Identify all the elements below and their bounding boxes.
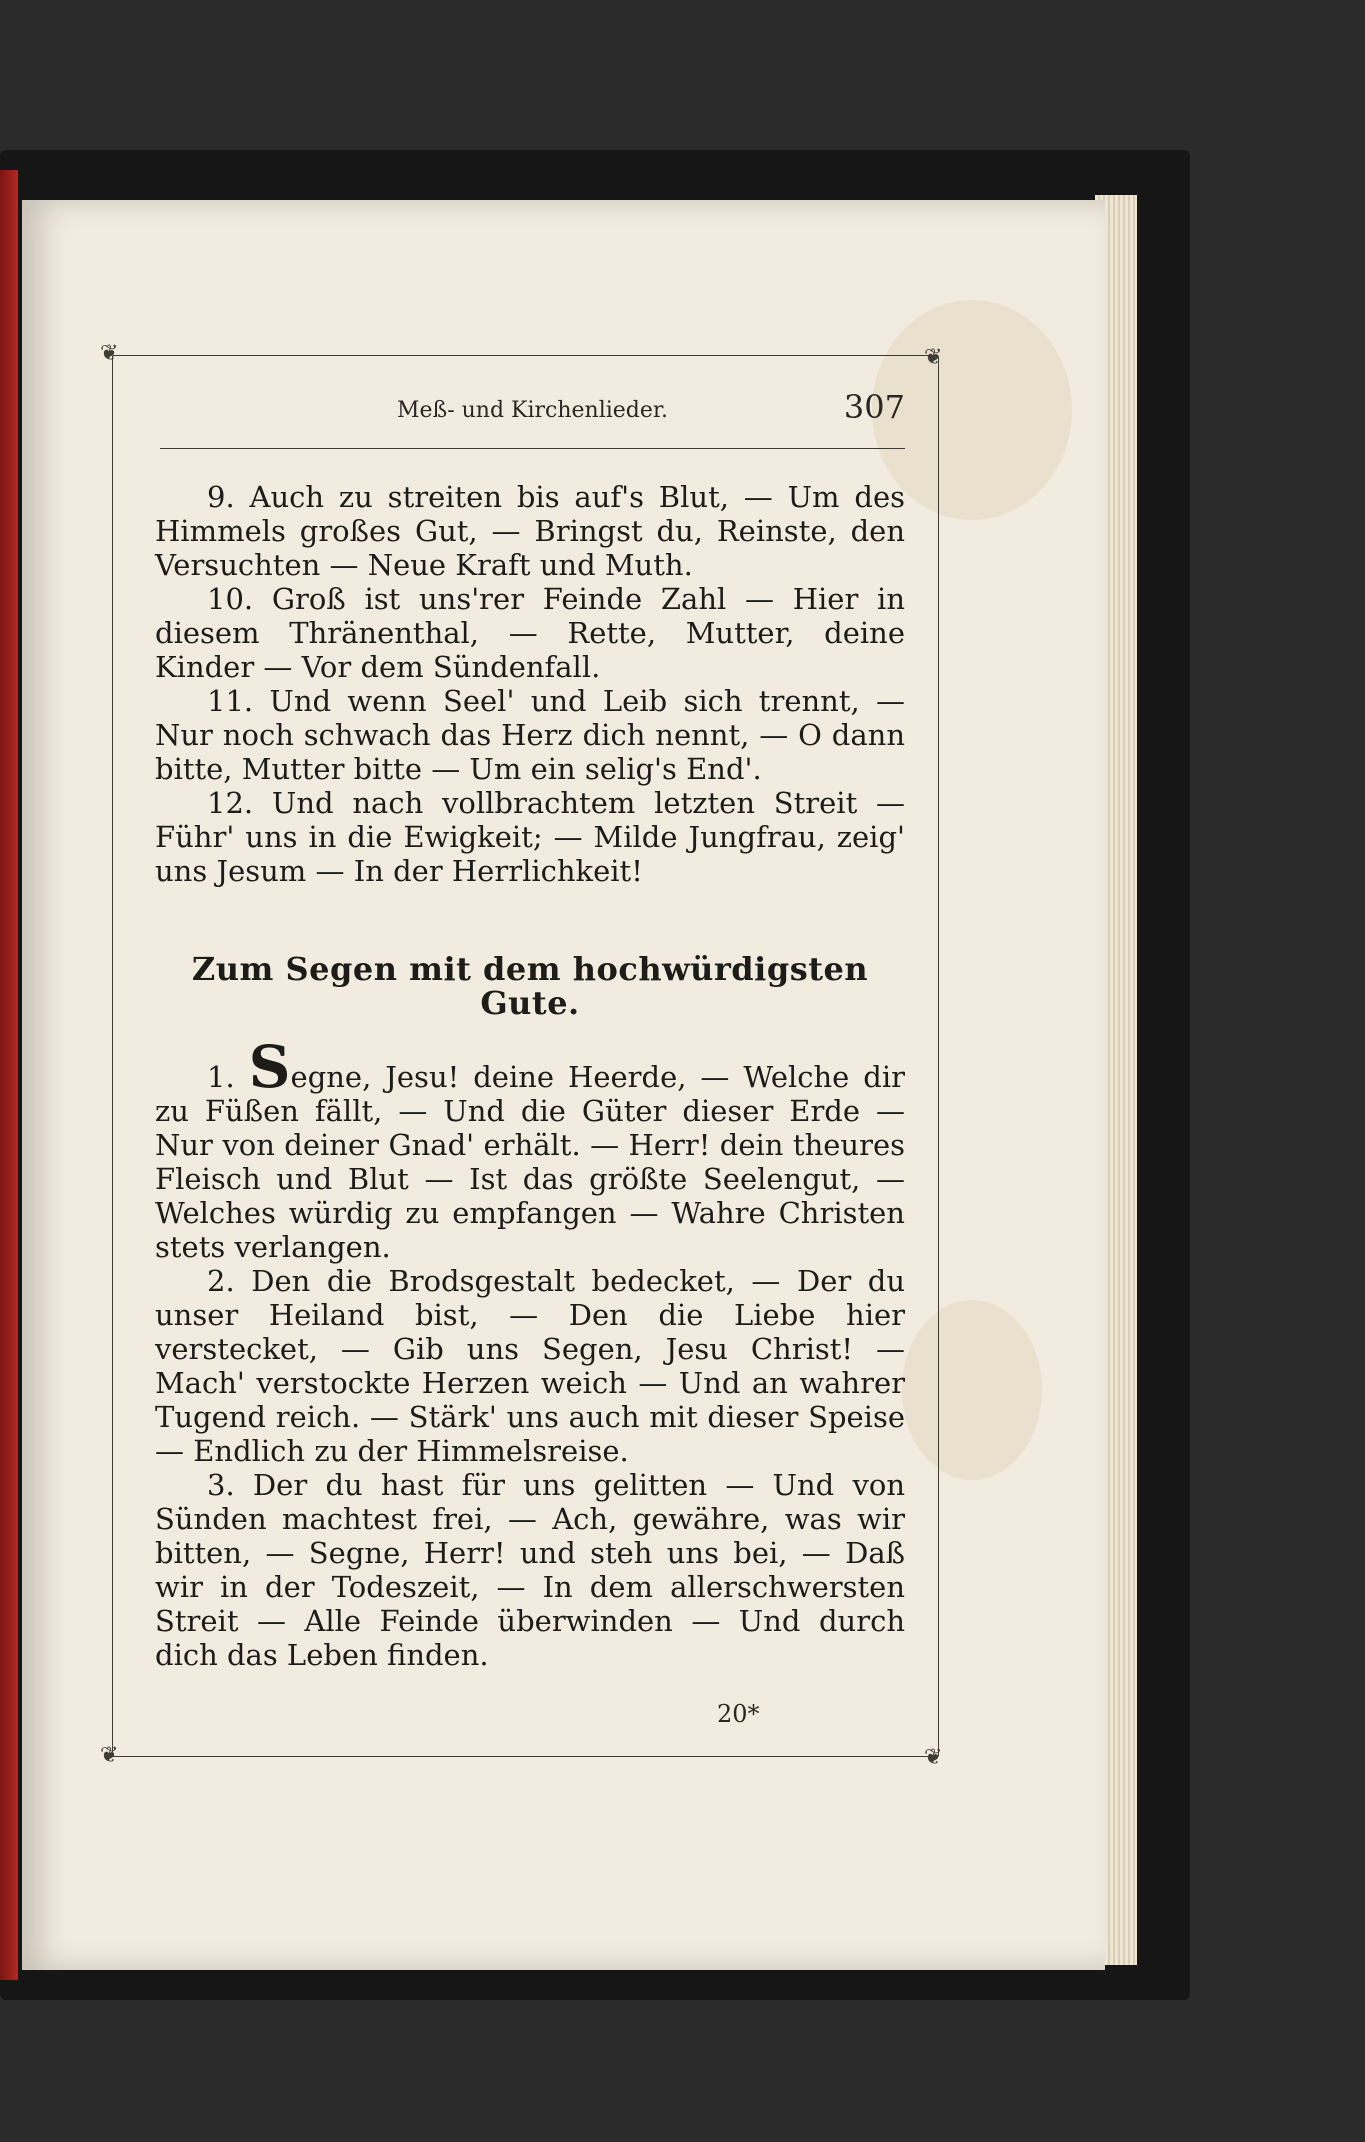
running-head-title: Meß- und Kirchenlieder. (396, 398, 669, 423)
main-text (155, 480, 905, 1672)
stanza-text: Den die Brodsgestalt bedecket, — Der du unser Heiland bist, — Den die Liebe hier verstecket, — Gib uns Segen, Jesu Christ! — Mach' verstockte Herzen weich — Und an wahrer Tugend reich. — Stärk' uns auch mit dieser Speise — Endlich zu der Himmelsreise. (155, 1264, 906, 1468)
stanza-text: Und wenn Seel' und Leib sich trennt, — Nur noch schwach das Herz dich nennt, — O dann bitte, Mutter bitte — Um ein selig's End'. (155, 684, 905, 786)
stanza-number: 10. (207, 582, 254, 616)
stanza-number: 1. (207, 1060, 235, 1094)
drop-cap: S (248, 1033, 291, 1101)
stanza-text: Groß ist uns'rer Feinde Zahl — Hier in diesem Thränenthal, — Rette, Mutter, deine Kinder — Vor dem Sündenfall. (155, 582, 906, 684)
stanza (155, 1264, 905, 1468)
stanza-text: Auch zu streiten bis auf's Blut, — Um des Himmels großes Gut, — Bringst du, Reinste, den Versuchten — Neue Kraft und Muth. (155, 480, 906, 582)
stanza (155, 480, 905, 582)
corner-ornament-icon: ❦ (100, 1743, 119, 1768)
book-page (22, 200, 1105, 1970)
signature-mark: 20* (717, 1700, 760, 1728)
stanza-text: Und nach vollbrachtem letzten Streit — Führ' uns in die Ewigkeit; — Milde Jungfrau, zeig' uns Jesum — In der Herrlichkeit! (155, 786, 906, 888)
header-rule (160, 448, 905, 449)
stanza-number: 9. (207, 480, 235, 514)
stanza (155, 786, 905, 888)
running-head (160, 380, 905, 430)
stanza-text: egne, Jesu! deine Heerde, — Welche dir zu Füßen fällt, — Und die Güter dieser Erde — Nur von deiner Gnad' erhält. — Herr! dein theures Fleisch und Blut — Ist das größte Seelengut, — Welches würdig zu empfangen — Wahre Christen stets verlangen. (155, 1060, 905, 1264)
hymn-title: Zum Segen mit dem hochwürdigsten Gute. (191, 950, 869, 1022)
stanza (155, 684, 905, 786)
book-spine-edge (0, 170, 18, 1980)
corner-ornament-icon: ❦ (924, 345, 943, 370)
stanza (155, 1033, 905, 1264)
stanza-number: 2. (207, 1264, 235, 1298)
stanza (155, 1468, 905, 1672)
corner-ornament-icon: ❦ (924, 1745, 943, 1770)
corner-ornament-icon: ❦ (100, 341, 119, 366)
stanza-text: Der du hast für uns gelitten — Und von Sünden machtest frei, — Ach, gewähre, was wir bitten, — Segne, Herr! und steh uns bei, — Daß wir in der Todeszeit, — In dem allerschwersten Streit — Alle Feinde überwinden — Und durch dich das Leben finden. (155, 1468, 906, 1672)
stanza (155, 582, 905, 684)
stanza-number: 11. (207, 684, 254, 718)
stanza-number: 12. (207, 786, 254, 820)
page-number: 307 (843, 388, 905, 426)
stanza-number: 3. (207, 1468, 235, 1502)
